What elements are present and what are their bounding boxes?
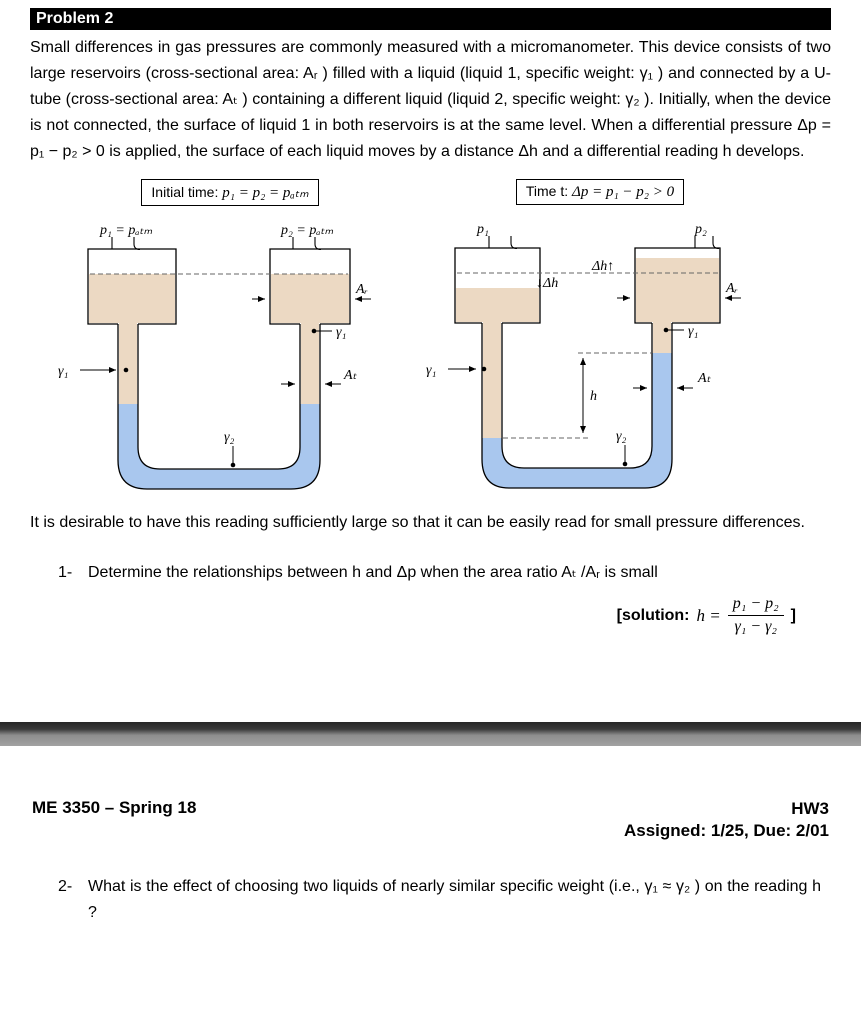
- fraction-denominator: γ₁ − γ₂: [734, 618, 777, 635]
- label-p1-patm: p₁ = pₐₜₘ: [100, 223, 153, 238]
- title-prefix: Time t:: [525, 183, 569, 199]
- question-2-number: 2-: [58, 878, 73, 895]
- hw-dates: Assigned: 1/25, Due: 2/01: [623, 821, 829, 840]
- course-label: ME 3350 – Spring 18: [32, 798, 197, 817]
- solution-fraction: [728, 594, 784, 637]
- question-1: [58, 560, 821, 586]
- hw-info: [624, 798, 829, 842]
- problem-header: [30, 8, 831, 30]
- figure-row: [50, 179, 831, 494]
- label-gamma1-right: γ₁: [688, 324, 699, 339]
- question-1-number: 1-: [58, 564, 73, 581]
- label-p2-patm: p₂ = pₐₜₘ: [281, 223, 334, 238]
- label-Ar: Aᵣ: [356, 282, 368, 297]
- gamma2-leader: [231, 446, 236, 467]
- u-tube-inner-wall: [502, 323, 652, 468]
- after-figure-paragraph: It is desirable to have this reading sufficiently large so that it can be easily read for small pressure differences.: [30, 514, 805, 531]
- title-prefix: Initial time:: [151, 184, 219, 200]
- intro-paragraph: Small differences in gas pressures are commonly measured with a micromanometer. This device consists of two large reservoirs (cross-sectional area: Aᵣ ) filled with a liquid (liquid 1, specific weight: γ₁ ) and connected by a U-tube (cross-sectional area: Aₜ ) containing a different liquid (liquid 2, specific weight: γ₂ ). Initially, when the device is not connected, the surface of liquid 1 in both reservoirs is at the same level. When a differential pressure Δp = p₁ − p₂ > 0 is applied, the surface of each liquid moves by a distance Δh and a differential reading h develops.: [30, 39, 831, 160]
- initial-time-figure: [50, 179, 410, 494]
- time-t-diagram: [420, 193, 780, 493]
- label-At: Aₜ: [344, 368, 357, 383]
- time-t-figure: [420, 179, 780, 494]
- u-tube-outer-wall: [118, 324, 320, 489]
- gamma2-leader: [623, 445, 628, 466]
- problem-title: Problem 2: [36, 10, 114, 27]
- time-t-title-box: [516, 179, 684, 205]
- label-gamma2: γ₂: [616, 429, 627, 444]
- label-gamma1-left: γ₁: [58, 364, 69, 379]
- pressure-tap-right: [695, 236, 719, 249]
- label-p2: p₂: [695, 222, 707, 237]
- liquid2-fill: [118, 404, 320, 489]
- gamma1-right-leader: [312, 329, 332, 334]
- liquid1-fill: [456, 258, 719, 438]
- label-At: Aₜ: [698, 371, 711, 386]
- hw-number: HW3: [791, 799, 829, 818]
- gamma1-right-leader: [664, 328, 684, 333]
- page-footer: [0, 798, 861, 842]
- gamma1-left-leader: [448, 367, 486, 372]
- u-tube-inner-wall: [138, 324, 300, 469]
- label-p1: p₁: [477, 222, 489, 237]
- question-2: [58, 874, 821, 926]
- question-1-text: Determine the relationships between h and Δp when the area ratio Aₜ /Aᵣ is small: [88, 564, 658, 581]
- initial-time-diagram: [50, 194, 410, 494]
- label-gamma2: γ₂: [224, 430, 235, 445]
- solution-lhs: h =: [696, 605, 721, 625]
- pressure-tap-left: [489, 236, 517, 249]
- title-math: Δp = p₁ − p₂ > 0: [572, 184, 675, 200]
- label-delta-h-up: Δh↑: [592, 259, 615, 274]
- label-delta-h-down: ↓Δh: [536, 276, 559, 291]
- title-math: p₁ = p₂ = pₐₜₘ: [222, 185, 309, 201]
- question-2-text: What is the effect of choosing two liquids of nearly similar specific weight (i.e., γ₁ ≈ γ₂ ) on the reading h ?: [88, 878, 822, 921]
- liquid1-fill: [89, 274, 349, 404]
- u-tube-outer-wall: [482, 323, 672, 488]
- solution-open-bracket: [solution:: [616, 606, 690, 624]
- page-break-divider: [0, 722, 861, 746]
- label-Ar: Aᵣ: [726, 281, 738, 296]
- solution-formula: [30, 594, 796, 637]
- label-h: h: [590, 389, 597, 404]
- label-gamma1-right: γ₁: [336, 325, 347, 340]
- pressure-tap-right: [293, 237, 321, 250]
- solution-close-bracket: ]: [790, 606, 796, 624]
- second-page-content: [0, 842, 861, 926]
- initial-time-title-box: [141, 179, 318, 206]
- pressure-tap-left: [112, 237, 140, 250]
- label-gamma1-left: γ₁: [426, 363, 437, 378]
- fraction-numerator: p₁ − p₂: [728, 594, 784, 616]
